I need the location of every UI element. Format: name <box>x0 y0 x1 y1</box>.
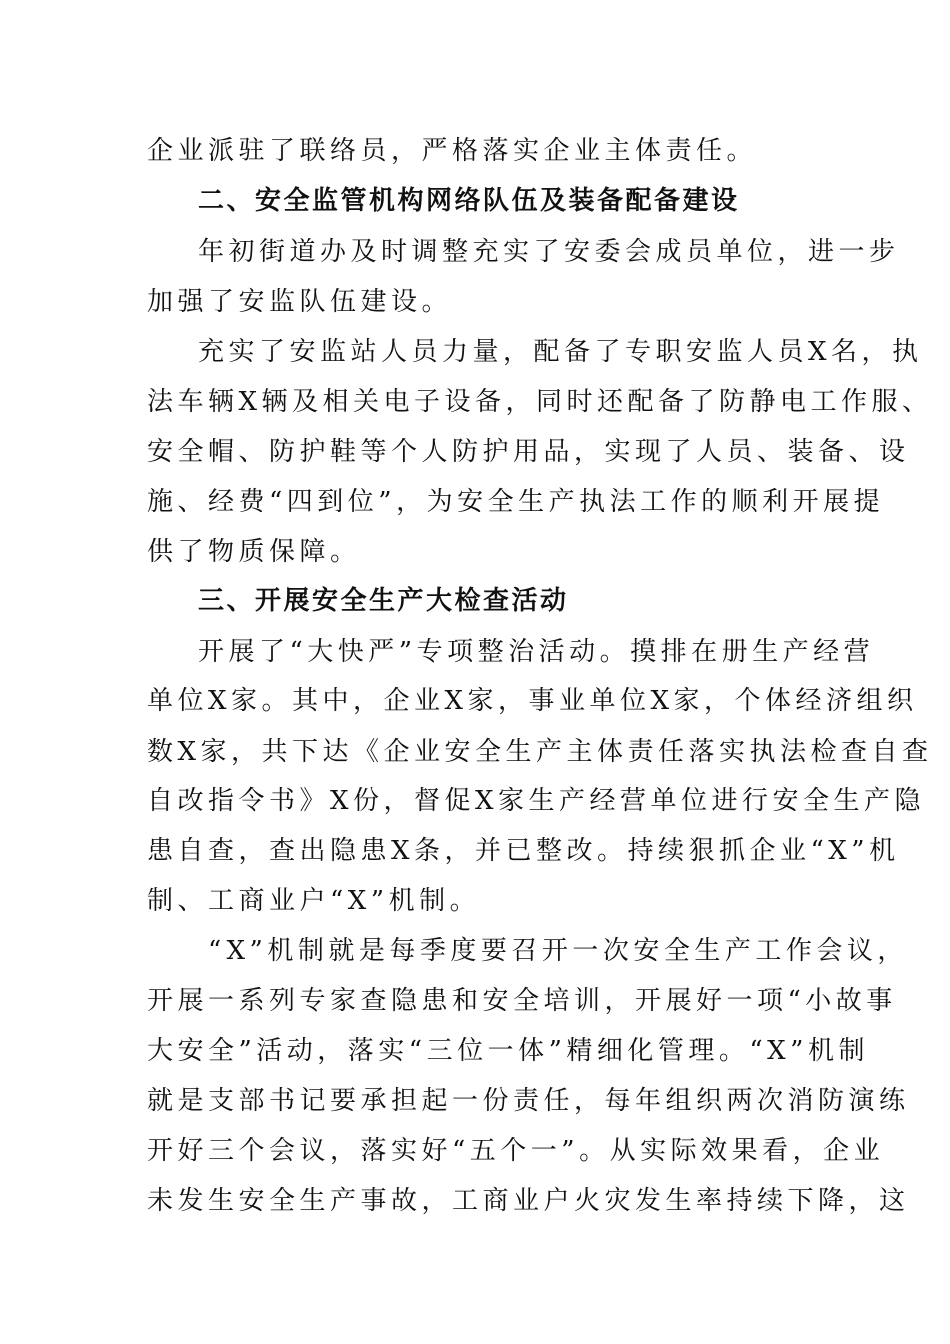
paragraph-line: 就是支部书记要承担起一份责任，每年组织两次消防演练 <box>147 1086 910 1116</box>
paragraph-line: 患自查，查出隐患X条，并已整改。持续狠抓企业“X”机 <box>147 836 900 866</box>
paragraph-line: 施、经费“四到位”，为安全生产执法工作的顺利开展提 <box>147 487 885 517</box>
paragraph-line: 大安全”活动，落实“三位一体”精细化管理。“X”机制 <box>147 1036 869 1066</box>
paragraph-line: 供了物质保障。 <box>147 537 361 567</box>
paragraph-line: 单位X家。其中，企业X家，事业单位X家，个体经济组织 <box>147 686 918 716</box>
paragraph-line: 自改指令书》X份，督促X家生产经营单位进行安全生产隐 <box>147 786 926 816</box>
paragraph-line: 数X家，共下达《企业安全生产主体责任落实执法检查自查 <box>147 737 933 767</box>
section-heading: 二、安全监管机构网络队伍及装备配备建设 <box>198 186 740 216</box>
paragraph-line: 制、工商业户“X”机制。 <box>147 886 481 916</box>
paragraph-line: 开展一系列专家查隐患和安全培训，开展好一项“小故事 <box>147 986 897 1016</box>
paragraph-line: “X”机制就是每季度要召开一次安全生产工作会议， <box>208 936 908 966</box>
paragraph-line: 未发生安全生产事故，工商业户火灾发生率持续下降，这 <box>147 1186 910 1216</box>
paragraph-line: 企业派驻了联络员，严格落实企业主体责任。 <box>147 136 758 166</box>
paragraph-line: 加强了安监队伍建设。 <box>147 287 453 317</box>
section-heading: 三、开展安全生产大检查活动 <box>198 586 569 616</box>
paragraph-line: 开展了“大快严”专项整治活动。摸排在册生产经营 <box>198 637 875 667</box>
paragraph-line: 充实了安监站人员力量，配备了专职安监人员X名，执 <box>198 337 923 367</box>
paragraph-line: 法车辆X辆及相关电子设备，同时还配备了防静电工作服、 <box>147 387 933 417</box>
paragraph-line: 年初街道办及时调整充实了安委会成员单位，进一步 <box>198 237 900 267</box>
paragraph-line: 开好三个会议，落实好“五个一”。从实际效果看，企业 <box>147 1136 885 1166</box>
paragraph-line: 安全帽、防护鞋等个人防护用品，实现了人员、装备、设 <box>147 437 910 467</box>
